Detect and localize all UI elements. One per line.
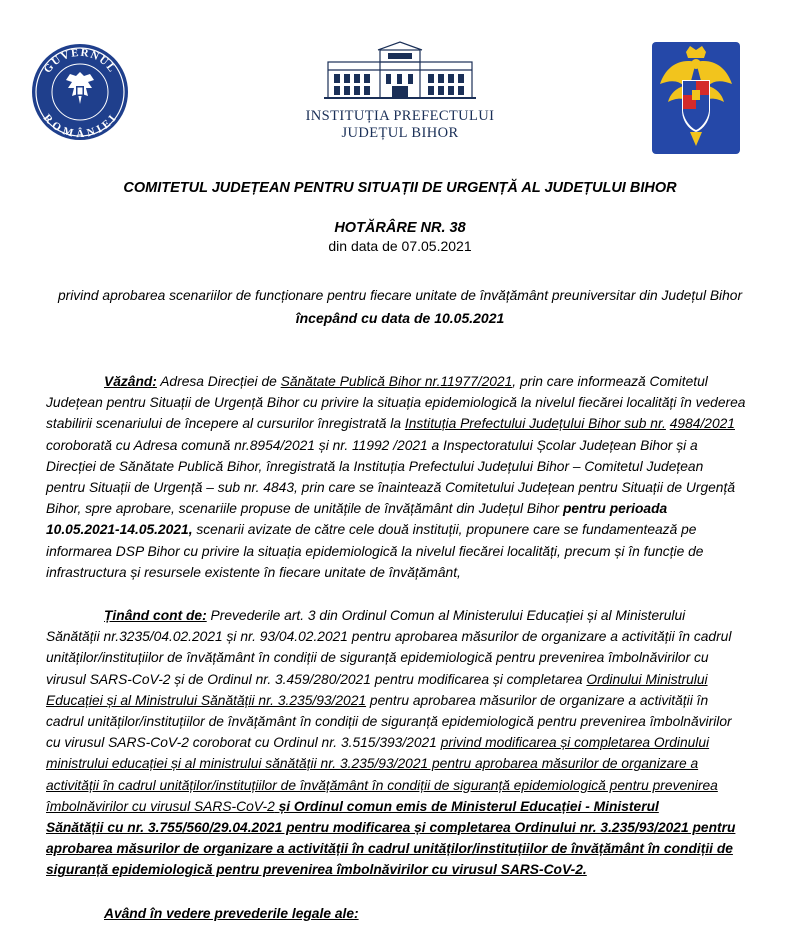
institution-county: JUDEȚUL BIHOR bbox=[341, 125, 459, 141]
paragraph-tinand-cont bbox=[46, 605, 754, 881]
text-line: cadrul unităților/instituțiilor de învățământ în condiții de siguranță epidemiologică pentru prevenirea îmbolnăvirilor bbox=[46, 714, 732, 730]
paragraph-lead: Ținând cont de: bbox=[104, 608, 207, 623]
underlined-span: Educației și al Ministrului Sănătății nr. 3.235/93/2021 bbox=[46, 692, 367, 708]
seal-top-text: GUVERNUL bbox=[41, 46, 119, 76]
building-icon bbox=[320, 40, 480, 102]
underlined-span: Ordinului Ministrului bbox=[586, 671, 708, 687]
underlined-span: Sănătate Publică Bihor nr.11977/2021 bbox=[280, 374, 513, 389]
text-line: Județean pentru Situații de Urgență Bihor cu privire la situația epidemiologică la nivelul fiecărei localități în vederea bbox=[46, 395, 746, 411]
text-line: siguranță epidemiologică pentru prevenirea îmbolnăvirilor cu virusul SARS-CoV-2. bbox=[46, 862, 587, 878]
underlined-span: Instituția Prefectului Județului Bihor sub nr. bbox=[404, 416, 666, 432]
text-line bbox=[46, 519, 754, 540]
text-line bbox=[46, 498, 754, 519]
text-line: unităților/instituțiilor de învățământ în condiții de siguranță epidemiologică pentru prevenirea îmbolnăvirilor cu bbox=[46, 650, 709, 666]
text-span: Bihor, spre aprobare, scenariile propuse de unitățile de învățământ din Județul Bihor bbox=[46, 501, 563, 517]
text-line: informarea DSP Bihor cu privire la situația epidemiologică la nivelul fiecărei localități, precum și în funcție de bbox=[46, 543, 704, 559]
paragraph-lead: Văzând: bbox=[104, 374, 157, 389]
text-line bbox=[46, 796, 754, 817]
paragraph-vazand bbox=[46, 371, 754, 583]
government-seal bbox=[30, 42, 130, 142]
text-line: coroborată cu Adresa comună nr.8954/2021 și nr. 11992 /2021 a Inspectoratului Școlar Județean Bihor și a bbox=[46, 437, 698, 453]
text-line: infrastructura și resursele existente în fiecare unitate de învățământ, bbox=[46, 564, 461, 580]
paragraph-avand-in-vedere bbox=[104, 903, 754, 924]
text-line bbox=[46, 732, 754, 753]
institution-logo bbox=[280, 40, 520, 150]
paragraph-lead: Având în vedere prevederile legale ale: bbox=[104, 906, 359, 921]
text-line: ministrului educației și al ministrului sănătății nr. 3.235/93/2021 pentru aprobarea măsurilor de organizare a bbox=[46, 756, 699, 772]
subject-line-1: privind aprobarea scenariilor de funcționare pentru fiecare unitate de învățământ preuniversitar din Județul Bihor bbox=[57, 288, 743, 303]
underlined-span: îmbolnăvirilor cu virusul SARS-CoV-2 bbox=[46, 798, 275, 814]
underlined-span: 4984/2021 bbox=[669, 416, 735, 432]
underlined-span: privind modificarea și completarea Ordinului bbox=[440, 735, 710, 751]
text-span: Prevederile art. 3 din Ordinul Comun al Ministerului Educației și al Ministerului bbox=[206, 608, 686, 623]
text-span: virusul SARS-CoV-2 și de Ordinul nr. 3.459/280/2021 pentru modificarea și completarea bbox=[46, 671, 587, 687]
text-line: Sănătății cu nr. 3.755/560/29.04.2021 pentru modificarea și completarea Ordinului nr. 3.235/93/2021 pentru bbox=[46, 820, 736, 836]
coat-of-arms-icon bbox=[650, 40, 742, 156]
decision-date: din data de 07.05.2021 bbox=[328, 238, 472, 254]
text-line: activității în cadrul unităților/instituțiilor de învățământ în condiții de siguranță epidemiologică pentru prevenirea bbox=[46, 777, 718, 793]
decision-title: HOTĂRÂRE NR. 38 bbox=[334, 220, 466, 236]
text-line bbox=[46, 669, 754, 690]
institution-name: INSTITUȚIA PREFECTULUI bbox=[305, 108, 495, 124]
text-span: stabilirii scenariului de începere al cursurilor înregistrată la bbox=[46, 416, 405, 432]
text-span: , prin care informează Comitetul bbox=[512, 374, 708, 389]
bold-underlined-span: și Ordinul comun emis de Ministerul Educației - Ministerul bbox=[274, 798, 659, 814]
text-line: aprobarea măsurilor de organizare a activității în cadrul unităților/instituțiilor de învățământ în condiții de bbox=[46, 841, 733, 857]
subject-line-2: începând cu data de 10.05.2021 bbox=[295, 310, 505, 326]
text-line: pentru Situații de Urgență – sub nr. 4843, prin care se înaintează Comitetului Județean pentru Situații de Urgență bbox=[46, 480, 735, 496]
bold-span: 10.05.2021-14.05.2021, bbox=[46, 522, 193, 538]
coat-of-arms bbox=[650, 40, 742, 156]
bold-span: pentru perioada bbox=[562, 501, 668, 517]
seal-bottom-text: ROMÂNIEI bbox=[40, 112, 120, 141]
government-seal-icon bbox=[30, 42, 130, 142]
text-line: Sănătății nr.3235/04.02.2021 și nr. 93/04.02.2021 pentru aprobarea măsurilor de organizare a activității în cadrul bbox=[46, 629, 732, 645]
document-header bbox=[0, 0, 800, 160]
text-span: pentru aprobarea măsurilor de organizare a activității în bbox=[366, 692, 709, 708]
text-span: Adresa Direcției de bbox=[156, 374, 281, 389]
committee-title: COMITETUL JUDEȚEAN PENTRU SITUAȚII DE URGENȚĂ AL JUDEȚULUI BIHOR bbox=[123, 180, 677, 196]
text-span: cu virusul SARS-CoV-2 coroborat cu Ordinul nr. 3.515/393/2021 bbox=[46, 735, 441, 751]
text-line bbox=[46, 413, 754, 434]
text-line: Direcției de Sănătate Publică Bihor, înregistrată la Instituția Prefectului Județului Bihor – Comitetul Județean bbox=[46, 458, 704, 474]
text-span: scenarii avizate de către cele două instituții, propunere care se fundamentează pe bbox=[192, 522, 697, 538]
text-line bbox=[46, 690, 754, 711]
